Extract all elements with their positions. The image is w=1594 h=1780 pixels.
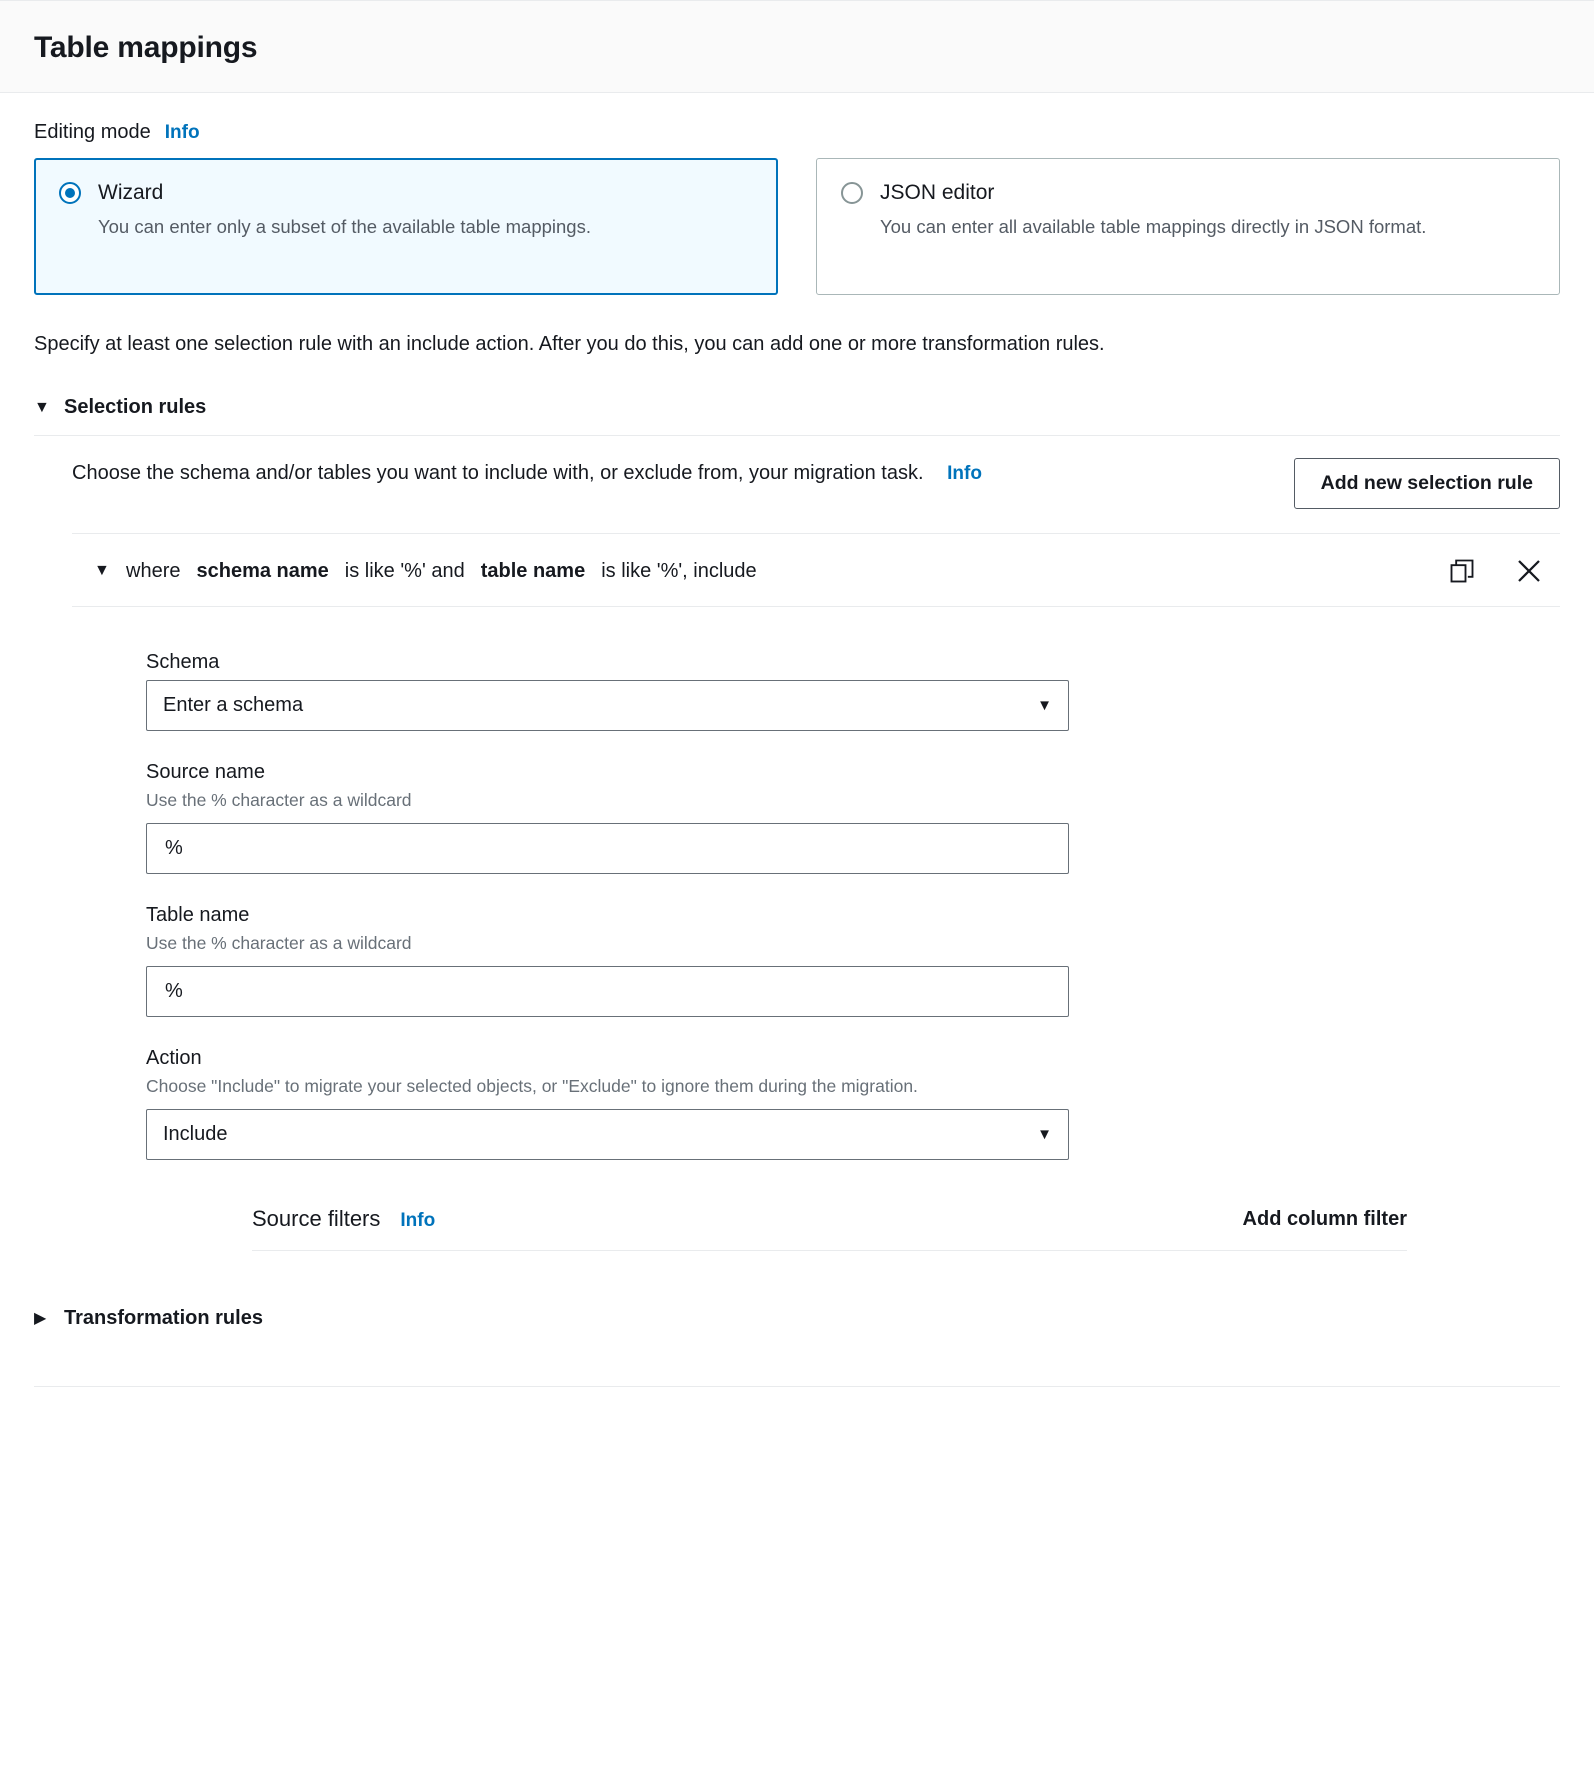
json-editor-option-head xyxy=(841,181,1535,205)
editing-mode-option-wizard[interactable] xyxy=(34,158,778,295)
editing-mode-options xyxy=(34,158,1560,295)
rule-summary-suffix: is like '%', include xyxy=(601,559,757,582)
panel-body xyxy=(0,93,1594,1407)
json-editor-option-description: You can enter all available table mappings directly in JSON format. xyxy=(880,216,1427,237)
action-select-value: Include xyxy=(163,1123,228,1145)
chevron-right-icon[interactable]: ▶ xyxy=(34,1309,47,1327)
selection-rule-body xyxy=(72,607,1560,1251)
table-name-input[interactable] xyxy=(163,979,1052,1004)
source-name-input[interactable] xyxy=(163,836,1052,861)
source-filters-title: Source filters xyxy=(252,1206,381,1231)
radio-json-editor-icon[interactable] xyxy=(841,182,863,204)
selection-rules-content xyxy=(34,436,1560,1251)
chevron-down-icon[interactable]: ▼ xyxy=(34,398,50,416)
transformation-rules-header[interactable] xyxy=(34,1307,1560,1330)
wizard-option-head xyxy=(59,181,753,205)
selection-rule-header xyxy=(72,534,1560,607)
rule-summary-table-label: table name xyxy=(480,559,586,582)
page-title: Table mappings xyxy=(34,31,258,64)
selection-rules-info-link[interactable]: Info xyxy=(947,463,982,484)
editing-mode-option-json-editor[interactable] xyxy=(816,158,1560,295)
panel-header xyxy=(0,1,1594,93)
selection-rules-description-row xyxy=(72,436,1560,534)
close-icon[interactable] xyxy=(1514,556,1544,586)
rule-summary-mid1: is like '%' and xyxy=(344,559,465,582)
action-hint: Choose "Include" to migrate your selected objects, or "Exclude" to ignore them during the migration. xyxy=(146,1076,918,1096)
wizard-option-title: Wizard xyxy=(98,181,164,204)
transformation-rules-title: Transformation rules xyxy=(64,1307,263,1329)
table-name-hint: Use the % character as a wildcard xyxy=(146,933,412,953)
chevron-down-icon: ▼ xyxy=(1037,1126,1052,1143)
selection-rule-actions xyxy=(1448,556,1560,586)
selection-rules-header[interactable] xyxy=(34,396,1560,436)
rule-chevron-down-icon[interactable]: ▼ xyxy=(94,562,110,579)
source-filters-left xyxy=(252,1206,435,1232)
rule-summary-schema-label: schema name xyxy=(196,559,329,582)
add-column-filter-link[interactable]: Add column filter xyxy=(1242,1207,1407,1230)
copy-icon[interactable] xyxy=(1448,557,1476,585)
editing-mode-info-link[interactable]: Info xyxy=(164,122,200,143)
editing-mode-label: Editing mode xyxy=(34,121,151,143)
table-name-label: Table name xyxy=(146,904,250,926)
selection-rule-summary[interactable] xyxy=(94,560,757,583)
action-field-group xyxy=(146,1047,1560,1160)
panel-bottom-divider xyxy=(34,1386,1560,1387)
editing-mode-label-row xyxy=(34,121,1560,144)
instructions-text: Specify at least one selection rule with an include action. After you do this, you can add one or more transformation rules. xyxy=(34,333,1105,355)
action-label: Action xyxy=(146,1047,202,1069)
source-name-input-wrap[interactable] xyxy=(146,823,1069,874)
rule-summary-prefix: where xyxy=(126,559,181,582)
schema-field-group xyxy=(146,651,1560,731)
radio-wizard-icon[interactable] xyxy=(59,182,81,204)
table-name-field-group xyxy=(146,904,1560,1017)
action-select[interactable] xyxy=(146,1109,1069,1160)
source-name-field-group xyxy=(146,761,1560,874)
json-editor-option-title: JSON editor xyxy=(880,181,995,204)
selection-rules-description-wrap xyxy=(72,458,982,489)
schema-select-value: Enter a schema xyxy=(163,694,304,716)
source-name-label: Source name xyxy=(146,761,265,783)
schema-select[interactable] xyxy=(146,680,1069,731)
selection-rules-section xyxy=(34,396,1560,1251)
add-new-selection-rule-button[interactable]: Add new selection rule xyxy=(1294,458,1560,509)
selection-rules-description: Choose the schema and/or tables you want to include with, or exclude from, your migration task. xyxy=(72,462,924,484)
table-name-input-wrap[interactable] xyxy=(146,966,1069,1017)
source-filters-info-link[interactable]: Info xyxy=(400,1210,436,1231)
source-filters-row xyxy=(252,1206,1407,1251)
selection-rules-title: Selection rules xyxy=(64,396,207,418)
schema-label: Schema xyxy=(146,651,220,673)
source-name-hint: Use the % character as a wildcard xyxy=(146,790,412,810)
chevron-down-icon: ▼ xyxy=(1037,697,1052,714)
wizard-option-description: You can enter only a subset of the available table mappings. xyxy=(98,216,591,237)
